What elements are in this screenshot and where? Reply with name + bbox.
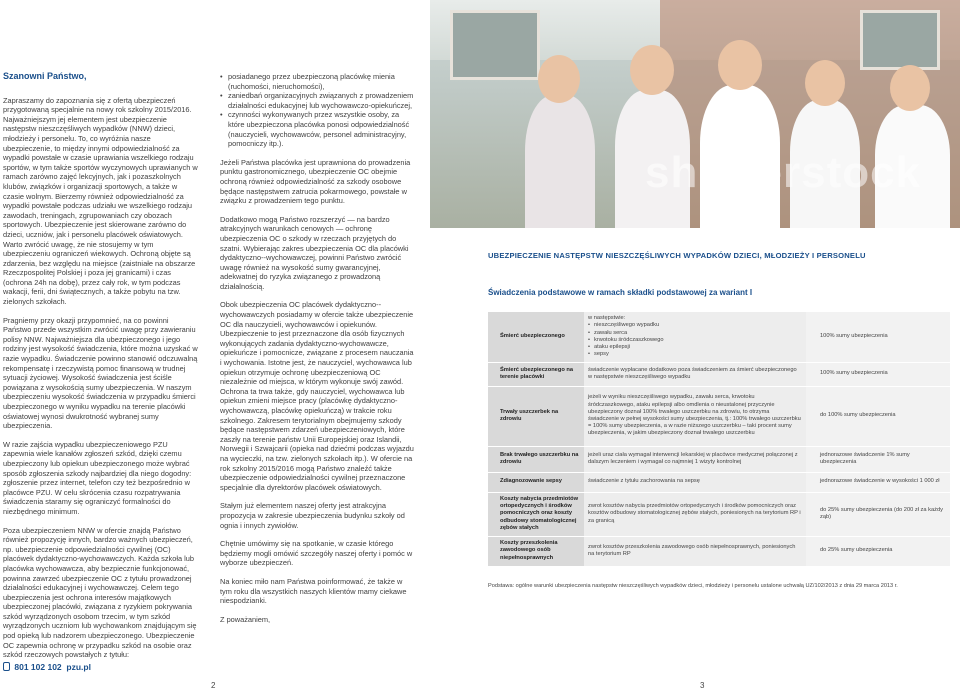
list-item: • czynności wykonywanych przez wszystkie osoby, za które ubezpieczona placówka ponosi odpowiedzialność (nauczycieli, wychowawców, personel administracyjny, pomocniczy itp.). [220,110,416,148]
row-value: 100% sumy ubezpieczenia [806,362,950,386]
middle-text-column [220,72,416,633]
row-label: Koszty przeszkolenia zawodowego osób niepełnosprawnych [488,536,584,566]
page-number-right: 3 [700,681,705,689]
row-label: Koszty nabycia przedmiotów ortopedycznych i środków pomocniczych oraz koszty odbudowy stomatologicznej zębów stałych [488,492,584,536]
list-item: • krwotoku śródczaszkowego [588,337,802,344]
contact-line [3,662,91,672]
table-row [488,386,950,446]
row-description: świadczenie wypłacane dodatkowo poza świadczeniem za śmierć ubezpieczonego w następstwie nieszczęśliwego wypadku [584,362,806,386]
row-description: świadczenie z tytułu zachorowania na sepsę [584,472,806,492]
row-value: jednorazowe świadczenie 1% sumy ubezpieczenia [806,446,950,472]
table-row [488,536,950,566]
row-label: Zdiagnozowanie sepsy [488,472,584,492]
gastronomy-paragraph: Jeżeli Państwa placówka jest uprawniona do prowadzenia punktu gastronomicznego, ubezpieczenie OC obejmie ochroną również odpowiedzialność za szkody osobowe będące następstwem zatrucia pokarmowego, powstałe w związku z prowadzeniem tego punktu. [220,157,411,206]
row-value: do 25% sumy ubezpieczenia (do 200 zł za każdy ząb) [806,492,950,536]
window [860,10,940,70]
cloakroom-paragraph: Dodatkowo mogą Państwo rozszerzyć — na bardzo atrakcyjnych warunkach cenowych — ochronę ubezpieczenia OC o szkody w rzeczach przyjętych do szatni. Wybierając zakres ubezpieczenia OC dla placówki dydaktyczno--wychowawczej, powinni Państwo zwrócić uwagę również na wysokość sumy gwarancyjnej, adekwatnej do ryzyka związanego z prowadzoną działalnością. [220,214,409,291]
oc-scope-list [220,72,416,149]
list-item: • sepsy [588,351,802,358]
window [450,10,540,80]
row-label: Trwały uszczerbek na zdrowiu [488,386,584,446]
phone-icon [3,662,10,671]
claims-paragraph: W razie zajścia wypadku ubezpieczeniowego PZU zapewnia wiele kanałów zgłoszeń szkód, dzięki czemu ubezpieczony lub opiekun ubezpieczonego może wybrać sposób zgłoszenia szkody najbardziej dla niego dogodny: zgłoszenie przez internet, telefon czy też bezpośrednio w placówce PZU. W celu skrócenia czasu rozpatrywania świadczenia staramy się ograniczyć formalności do niezbędnego minimum. [3,439,192,516]
row-intro: w następstwie: [588,315,626,322]
section-title: UBEZPIECZENIE NASTĘPSTW NIESZCZĘŚLIWYCH WYPADKÓW DZIECI, MŁODZIEŻY I PERSONELU [488,251,866,260]
table-row [488,446,950,472]
row-label: Brak trwałego uszczerbku na zdrowiu [488,446,584,472]
greeting: Szanowni Państwo, [3,71,87,81]
row-description: jeżeli w wyniku nieszczęśliwego wypadku, zawału serca, krwotoku śródczaszkowego, ataku epilepsji albo omdlenia o nieustalonej przyczynie ubezpieczony doznał 100% trwałego uszczerbku na zdrowiu, to otrzyma świadczenie w pełnej wysokości sumy ubezpieczenia, tj.: 100% trwałego uszczerbku = 100% sumy ubezpieczenia, a w razie niższego uszczerbku – taki procent sumy ubezpieczenia, w jakim ubezpieczony doznał trwałego uszczerbku [584,386,806,446]
list-item: • ataku epilepsji [588,344,802,351]
page-number-left: 2 [211,681,216,689]
list-item: • zaniedbań organizacyjnych związanych z prowadzeniem działalności edukacyjnej lub wychowawczo-opiekuńczej, [220,91,416,110]
cause-list [588,322,802,358]
row-description: zwrot kosztów nabycia przedmiotów ortopedycznych i środków pomocniczych oraz kosztów odbudowy stomatologicznej zębów stałych, poniesionych na terytorium RP i za granicą [584,492,806,536]
watermark: shutterstock [645,148,922,197]
child-figure [525,95,595,228]
reminder-paragraph: Pragniemy przy okazji przypomnieć, na co powinni Państwo przede wszystkim zwrócić uwagę przy zawieraniu polisy NNW. Najważniejsza dla ubezpieczonego i jego rodziny jest wysokość świadczenia, które można uzyskać w razie wypadku. Świadczenie powinno stanowić odczuwalną rekompensatę i rzeczywistą pomoc finansową w trudnej sytuacji życiowej. Wysokość świadczenia jest ściśle powiązana z wysokością sumy ubezpieczenia. W naszym ubezpieczeniu wysokość świadczenia w przypadku śmierci ubezpieczonego w wyniku wypadku na terenie placówki oświatowej wynosi dwukrotność wybranej sumy ubezpieczenia. [3,315,198,431]
left-text-column [3,72,198,669]
intro-paragraph: Zapraszamy do zapoznania się z ofertą ubezpieczeń przygotowaną specjalnie na nowy rok szkolny 2015/2016. Najważniejszym jej elementem jest ubezpieczenie następstw nieszczęśliwych wypadków (NNW) dzieci, młodzieży i personelu. To, co wyróżnia nasze ubezpieczenie, to między innymi odpowiedzialność za wypadki powstałe w czasie uprawiania wszelkiego rodzaju sportów, w tym także sportów wyczynowych uprawianych w ramach zarówno zajęć lekcyjnych, jak i pozaszkolnych klubów, związków i organizacji sportowych, a także w czasie wolnym. Bierzemy również odpowiedzialność za wypadki powstałe podczas udziału we wszelkiego rodzaju zawodach, treningach, zgrupowaniach czy obozach sportowych. Ubezpieczenie jest skierowane zarówno do dzieci, uczniów, jak i personelu placówek oświatowych. Warto zwrócić uwagę, że nie stosujemy w tym ubezpieczeniu ograniczeń wiekowych. Ochroną objęte są zdarzenia, bez względu na miejsce (zaistniałe na obszarze Rzeczpospolitej Polskiej i poza jej granicami) i czas (ochrona 24h na dobę), przez cały rok, w tym podczas wakacji, ferii, dni świątecznych, a także pobytu na tzw. zielonych szkołach. [3,95,198,307]
list-item: • nieszczęśliwego wypadku [588,322,802,329]
table-row [488,312,950,362]
teachers-oc-paragraph: Obok ubezpieczenia OC placówek dydaktyczno--wychowawczych posiadamy w ofercie także ubezpieczenie OC dla nauczycieli, wychowawców i opiekunów. Ubezpieczenie to jest przeznaczone dla osób fizycznych wykonujących zadania dydaktyczno-wychowawcze, opiekuńcze i pomocnicze, związane z procesem nauczania i wychowania. Istotne jest, że nauczyciel, wychowawca lub opiekun otrzymuje ochronę ubezpieczeniową OC niezależnie od miejsca, w którym wykonuje swój zawód. Ochrona ta trwa także, gdy nauczyciel, wychowawca lub opiekun zmieni miejsce pracy (placówkę dydaktyczno-wychowawczą, placówkę opiekuńczą) w trakcie roku szkolnego. Zakresem terytorialnym obejmujemy szkody będące następstwem zdarzeń ubezpieczeniowych, które zaszły na terenie państw Unii Europejskiej oraz Islandii, Norwegii i Szwajcarii (opieka nad dziećmi podczas wyjazdu na wycieczki, na tzw. zielonych szkołach itp.). W ofercie na rok szkolny 2015/2016 mogą Państwo znaleźć także ubezpieczenie odpowiedzialności cywilnej przeznaczone specjalnie dla dyrektorów placówek oświatowych. [220,300,414,492]
surprise-paragraph: Na koniec miło nam Państwa poinformować, że także w tym roku dla wszystkich naszych klientów mamy ciekawe niespodzianki. [220,576,407,606]
row-value: 100% sumy ubezpieczenia [806,312,950,362]
row-value: do 25% sumy ubezpieczenia [806,536,950,566]
table-row [488,472,950,492]
row-value: do 100% sumy ubezpieczenia [806,386,950,446]
row-description: jeżeli uraz ciała wymagał interwencji lekarskiej w placówce medycznej połączonej z dalszym leczeniem i wymagał co najmniej 1 wizyty kontrolnej [584,446,806,472]
footnote: Podstawa: ogólne warunki ubezpieczenia następstw nieszczęśliwych wypadków dzieci, młodzieży i personelu ustalone uchwałą UZ/102/2013 z dnia 29 marca 2013 r. [488,583,898,589]
table-row [488,362,950,386]
website-link[interactable]: pzu.pl [66,662,91,672]
benefits-table [488,312,950,567]
hero-photo [430,0,960,228]
phone-number[interactable]: 801 102 102 [14,662,62,672]
row-label: Śmierć ubezpieczonego na terenie placówki [488,362,584,386]
row-value: jednorazowe świadczenie w wysokości 1 000 zł [806,472,950,492]
building-paragraph: Stałym już elementem naszej oferty jest atrakcyjna propozycja w zakresie ubezpieczenia budynku szkoły od ognia i innych zywiołów. [220,501,405,530]
section-subtitle: Świadczenia podstawowe w ramach składki podstawowej za wariant I [488,288,753,297]
list-item: • posiadanego przez ubezpieczoną placówkę mienia (ruchomości, nieruchomości), [220,72,416,91]
list-item: • zawału serca [588,330,802,337]
table-row [488,492,950,536]
closing: Z poważaniem, [220,614,271,624]
oc-paragraph: Poza ubezpieczeniem NNW w ofercie znajdą Państwo również propozycję innych, bardzo ważnych ubezpieczeń, np. ubezpieczenie odpowiedzialności cywilnej (OC) placówek dydaktyczno-wychowawczych. Każda szkoła lub placówka wychowawcza, aby bezpiecznie funkcjonować, powinna zawrzeć ubezpieczenie OC z tytułu prowadzonej działalności edukacyjnej i wychowawczej. Celem tego ubezpieczenia jest ochrona interesów majątkowych ubezpieczonej placówki, związana z ryzykiem pokrywania szkód wyrządzonych osobom trzecim, w tym szkód wyrządzonych uczniom lub wychowankom znajdującym się pod opieką lub nadzorem ubezpieczonego. Ubezpieczenie OC zapewnia ochronę w przypadku szkód na osobie oraz szkód rzeczowych powstałych z tytułu: [3,525,197,660]
row-description: zwrot kosztów przeszkolenia zawodowego osób niepełnosprawnych, poniesionych na terytorium RP [584,536,806,566]
meeting-paragraph: Chętnie umówimy się na spotkanie, w czasie którego będziemy mogli omówić szczegóły naszej oferty i pomóc w wyborze ubezpieczeń. [220,539,413,568]
row-description [584,312,806,362]
row-label: Śmierć ubezpieczonego [488,312,584,362]
